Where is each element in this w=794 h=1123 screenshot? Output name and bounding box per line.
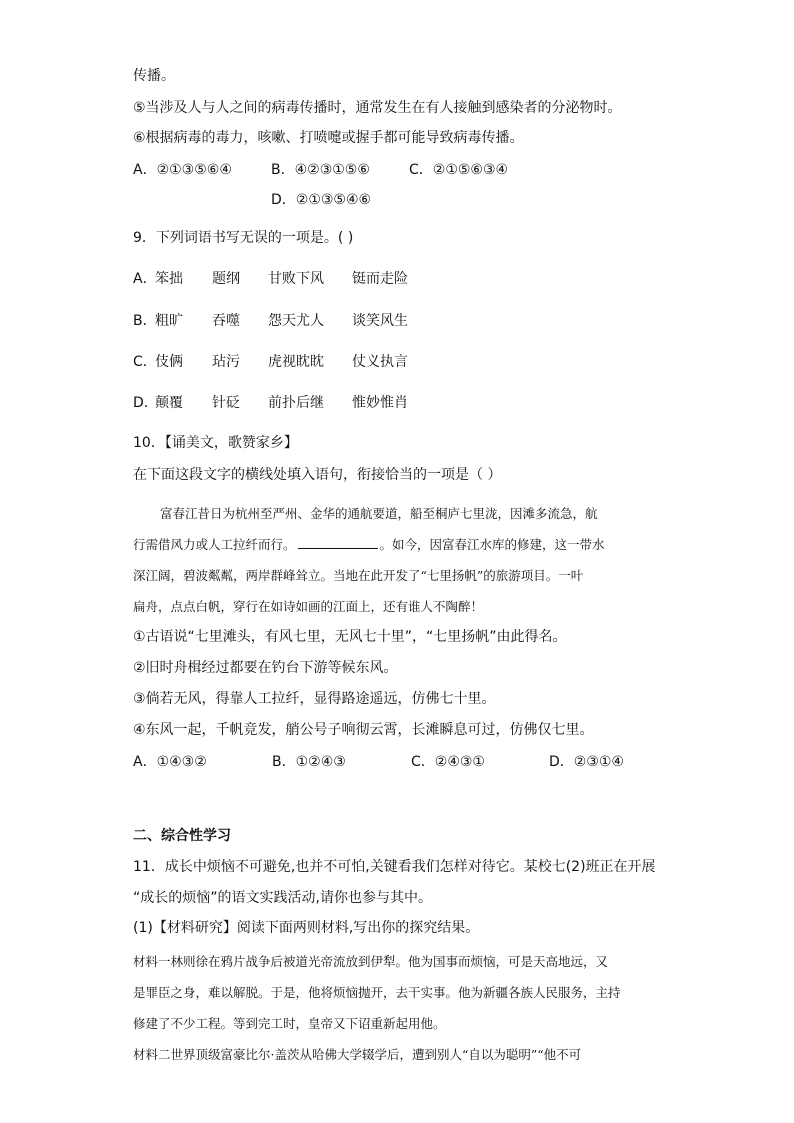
q9-option-b: [133, 311, 408, 331]
option-label: C．: [133, 354, 157, 370]
passage-text: 行需借风力或人工拉纤而行。: [133, 537, 296, 552]
material-line: 材料一林则徐在鸦片战争后被道光帝流放到伊犁。他为国事而烦恼，可是天高地远，又: [133, 954, 609, 969]
q10-option-c: C．②④③①: [411, 754, 485, 770]
q9-option-c: [133, 352, 408, 372]
passage-line: 扁舟，点点白帆，穿行在如诗如画的江面上，还有谁人不陶醉！: [133, 599, 484, 614]
q9-option-d: [133, 393, 408, 413]
passage-line: 深江阔，碧波粼粼，两岸群峰耸立。当地在此开发了“七里扬帆”的旅游项目。一叶: [133, 568, 584, 583]
q8-option-a: A．②①③⑤⑥④: [133, 162, 232, 178]
word: 吞噬: [212, 313, 240, 329]
q10-options-row: [133, 752, 624, 772]
material-line: 修建了不少工程。等到完工时，皇帝又下诏重新起用他。: [133, 1016, 446, 1031]
word: 题纲: [212, 271, 240, 287]
word: 笨拙: [155, 271, 183, 287]
word: 谈笑风生: [352, 313, 408, 329]
word: 仗义执言: [352, 354, 408, 370]
q11-subquestion: (1)【材料研究】阅读下面两则材料,写出你的探究结果。: [133, 920, 480, 936]
passage-line: 富春江昔日为杭州至严州、金华的通航要道，船至桐庐七里泷，因滩多流急，航: [160, 506, 598, 521]
q11-line: 11．成长中烦恼不可避免,也并不可怕,关键看我们怎样对待它。某校七(2)班正在开展: [133, 859, 656, 875]
option-label: B．: [133, 313, 157, 329]
q8-option-b: B．④②③①⑤⑥: [271, 162, 370, 178]
word: 铤而走险: [352, 271, 408, 287]
text-line: ⑤当涉及人与人之间的病毒传播时，通常发生在有人接触到感染者的分泌物时。: [133, 100, 622, 116]
q10-item: ③倘若无风，得靠人工拉纤，显得路途遥远，仿佛七十里。: [133, 691, 496, 707]
option-label: A．: [133, 271, 157, 287]
word: 伎俩: [155, 354, 183, 370]
option-label: D．: [133, 395, 158, 411]
text-line: ⑥根据病毒的毒力，咳嗽、打喷嚏或握手都可能导致病毒传播。: [133, 130, 524, 146]
q10-item: ②旧时舟楫经过都要在钓台下游等候东风。: [133, 660, 398, 676]
material-line: 是罪臣之身，难以解脱。于是，他将烦恼抛开，去干实事。他为新疆各族人民服务，主持: [133, 985, 621, 1000]
word: 惟妙惟肖: [352, 395, 408, 411]
word: 前扑后继: [268, 395, 324, 411]
q8-option-c: C．②①⑤⑥③④: [409, 162, 509, 178]
word: 甘败下风: [268, 271, 324, 287]
q10-item: ①古语说“七里滩头，有风七里，无风七十里”，“七里扬帆”由此得名。: [133, 629, 567, 645]
q10-stem: 在下面这段文字的横线处填入语句，衔接恰当的一项是（ ）: [133, 467, 502, 483]
fill-blank: [298, 536, 378, 549]
word: 颠覆: [155, 395, 183, 411]
q11-line: “成长的烦恼”的语文实践活动,请你也参与其中。: [133, 890, 432, 906]
q9-stem: 9．下列词语书写无误的一项是。( ): [133, 230, 354, 246]
q10-option-b: B．①②④③: [272, 754, 346, 770]
word: 虎视眈眈: [268, 354, 324, 370]
passage-text: 。如今，因富春江水库的修建，这一带水: [379, 537, 605, 552]
q8-option-d: D．②①③⑤④⑥: [271, 192, 372, 208]
material-line: 材料二世界顶级富豪比尔·盖茨从哈佛大学辍学后，遭到别人“自以为聪明”“他不可: [133, 1047, 582, 1062]
word: 玷污: [212, 354, 240, 370]
text-line: 传播。: [133, 68, 175, 84]
passage-line: [133, 535, 605, 555]
word: 针砭: [212, 395, 240, 411]
q9-option-a: [133, 269, 408, 289]
q10-item: ④东风一起，千帆竞发，艄公号子响彻云霄，长滩瞬息可过，仿佛仅七里。: [133, 722, 594, 738]
q10-option-a: A．①④③②: [133, 754, 207, 770]
q8-options-row: [133, 160, 508, 180]
section-title: 二、综合性学习: [133, 828, 231, 844]
q10-title: 10．【诵美文，歌赞家乡】: [133, 435, 298, 451]
word: 粗旷: [155, 313, 183, 329]
q10-option-d: D．②③①④: [549, 754, 624, 770]
word: 怨天尤人: [268, 313, 324, 329]
